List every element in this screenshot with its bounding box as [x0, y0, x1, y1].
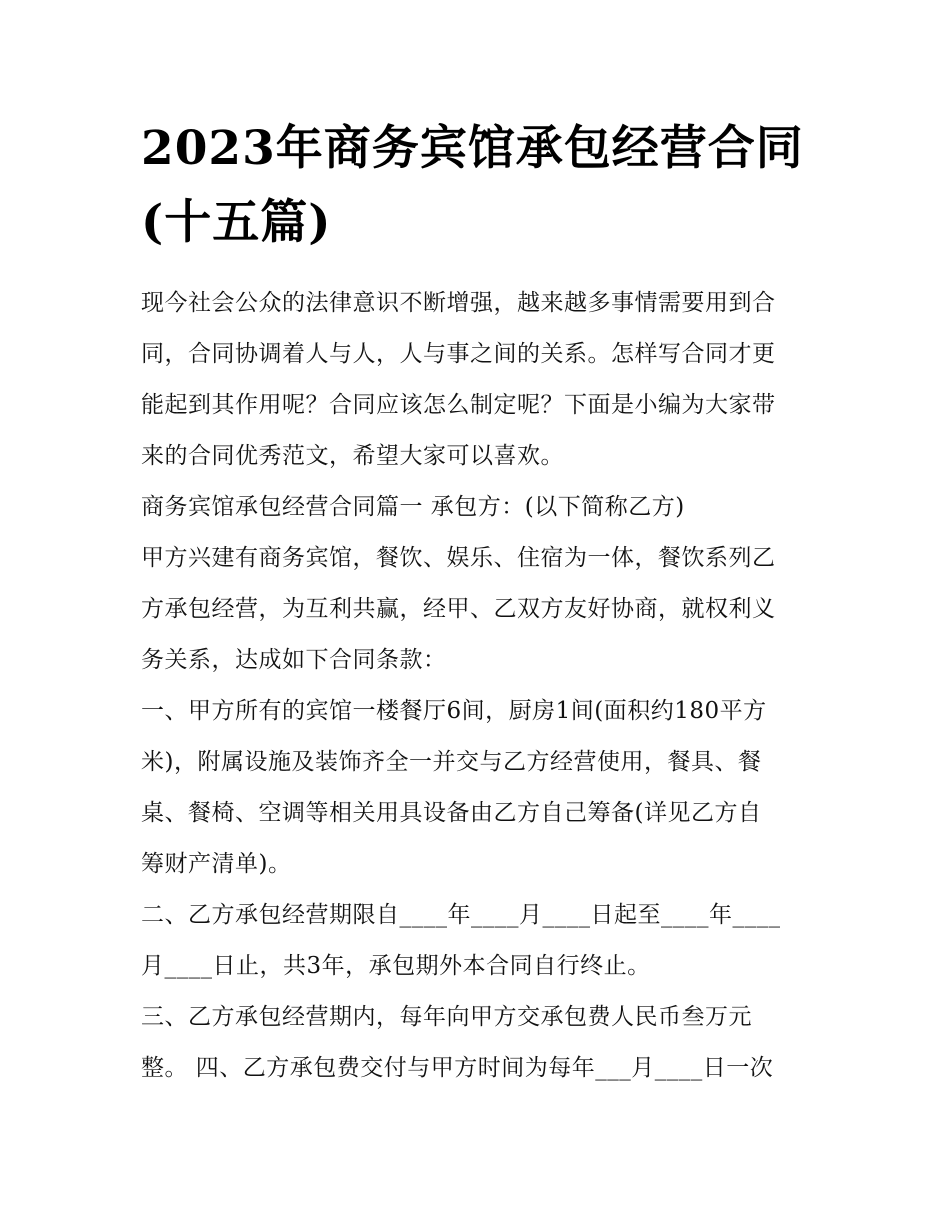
text-line: 三、乙方承包经营期内，每年向甲方交承包费人民币叁万元: [141, 1004, 752, 1030]
text-line: 能起到其作用呢？合同应该怎么制定呢？下面是小编为大家带: [141, 392, 776, 418]
title-line: 2023年商务宾馆承包经营合同: [141, 121, 804, 176]
text-line: 同，合同协调着人与人，人与事之间的关系。怎样写合同才更: [141, 341, 776, 367]
text-line: 月____日止，共3年，承包期外本合同自行终止。: [141, 953, 651, 979]
text-line: 桌、餐椅、空调等相关用具设备由乙方自己筹备(详见乙方自: [141, 800, 762, 826]
text-line: 来的合同优秀范文，希望大家可以喜欢。: [141, 443, 564, 469]
text-line: 现今社会公众的法律意识不断增强，越来越多事情需要用到合: [141, 290, 776, 316]
text-line: 一、甲方所有的宾馆一楼餐厅6间，厨房1间(面积约180平方: [141, 698, 767, 724]
text-line: 二、乙方承包经营期限自____年____月____日起至____年____: [141, 902, 781, 928]
clause-one-paragraph: [141, 686, 813, 890]
title-line: (十五篇): [141, 195, 332, 250]
intro-paragraph: [141, 278, 813, 482]
clause-three-paragraph: [141, 992, 813, 1094]
text-line: 整。 四、乙方承包费交付与甲方时间为每年___月____日一次: [141, 1055, 774, 1081]
document-page: [141, 112, 813, 1094]
document-title: [141, 112, 813, 260]
text-line: 米)，附属设施及装饰齐全一并交与乙方经营使用，餐具、餐: [141, 749, 762, 775]
text-line: 筹财产清单)。: [141, 851, 292, 877]
section-heading-paragraph: [141, 482, 813, 533]
text-line: 商务宾馆承包经营合同篇一 承包方：(以下简称乙方): [141, 494, 685, 520]
preamble-paragraph: [141, 533, 813, 686]
text-line: 方承包经营，为互利共赢，经甲、乙双方友好协商，就权利义: [141, 596, 776, 622]
document-body: [141, 278, 813, 1094]
text-line: 甲方兴建有商务宾馆，餐饮、娱乐、住宿为一体，餐饮系列乙: [141, 545, 776, 571]
clause-two-paragraph: [141, 890, 813, 992]
text-line: 务关系，达成如下合同条款：: [141, 647, 447, 673]
